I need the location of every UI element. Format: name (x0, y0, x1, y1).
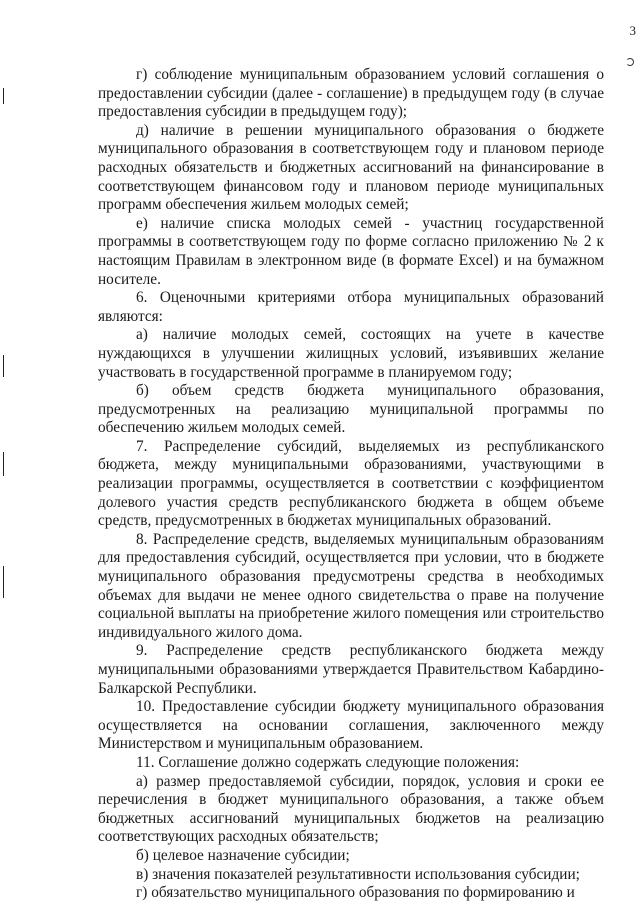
paragraph-6: 6. Оценочными критериями отбора муниципальных образований являются: (98, 289, 604, 325)
scan-edge-mark (3, 355, 4, 377)
paragraph-11: 11. Соглашение должно содержать следующие положения: (136, 753, 520, 771)
paragraph-11b: б) целевое назначение субсидии; (136, 846, 350, 864)
paragraph-7: 7. Распределение субсидий, выделяемых из республиканского бюджета, между муниципальными образованиями, участвующими в реализации программы, осуществляется в соответствии с коэффициентом долевого участия средств республиканского бюджета в общем объеме средств, предусмотренных в бюджетах муниципальных образований. (98, 437, 604, 530)
paragraph-5e: е) наличие списка молодых семей - участниц государственной программы в соответствующем году по форме согласно приложению № 2 к настоящим Правилам в электронном виде (в формате Excel) и на бумажном носителе. (98, 214, 604, 288)
paragraph-11v: в) значения показателей результативности использования субсидии; (136, 865, 580, 883)
page-number: 3 (629, 23, 636, 38)
paragraph-10: 10. Предоставление субсидии бюджету муниципального образования осуществляется на основании соглашения, заключенного между Министерством и муниципальным образованием. (98, 698, 604, 753)
paragraph-11g: г) обязательство муниципального образования по формированию и (136, 884, 575, 902)
paragraph-6b: б) объем средств бюджета муниципального образования, предусмотренных на реализацию муниципальной программы по обеспечению жильем молодых семей. (98, 382, 604, 437)
paragraph-5d: д) наличие в решении муниципального образования о бюджете муниципального образования в соответствующем году и плановом периоде расходных обязательств и бюджетных ассигнований на финансирование в соответствующем финансовом году и плановом периоде муниципальных программ обеспечения жильем молодых семей; (98, 121, 604, 214)
paragraph-5g: г) соблюдение муниципальным образованием условий соглашения о предоставлении субсидии (далее - соглашение) в предыдущем году (в случае предоставления субсидии в предыдущем году); (98, 66, 604, 121)
paragraph-9: 9. Распределение средств республиканского бюджета между муниципальными образованиями утверждается Правительством Кабардино-Балкарской Республики. (98, 642, 604, 697)
paragraph-6a: а) наличие молодых семей, состоящих на учете в качестве нуждающихся в улучшении жилищных условий, изъявивших желание участвовать в государственной программе в планируемом году; (98, 326, 604, 381)
paragraph-11a: а) размер предоставляемой субсидии, порядок, условия и сроки ее перечисления в бюджет муниципального образования, а также объем бюджетных ассигнований муниципальных бюджетов на реализацию соответствующих расходных обязательств; (98, 772, 604, 846)
scan-edge-mark (3, 452, 4, 476)
scan-edge-mark (3, 566, 4, 598)
scan-mark (626, 58, 634, 66)
scan-edge-mark (3, 88, 4, 104)
paragraph-8: 8. Распределение средств, выделяемых муниципальным образованиям для предоставления субсидий, осуществляется при условии, что в бюджете муниципального образования предусмотрены средства в необходимых объемах для выдачи не менее одного свидетельства о праве на получение социальной выплаты на приобретение жилого помещения или строительство индивидуального жилого дома. (98, 530, 604, 641)
document-body (98, 66, 604, 903)
